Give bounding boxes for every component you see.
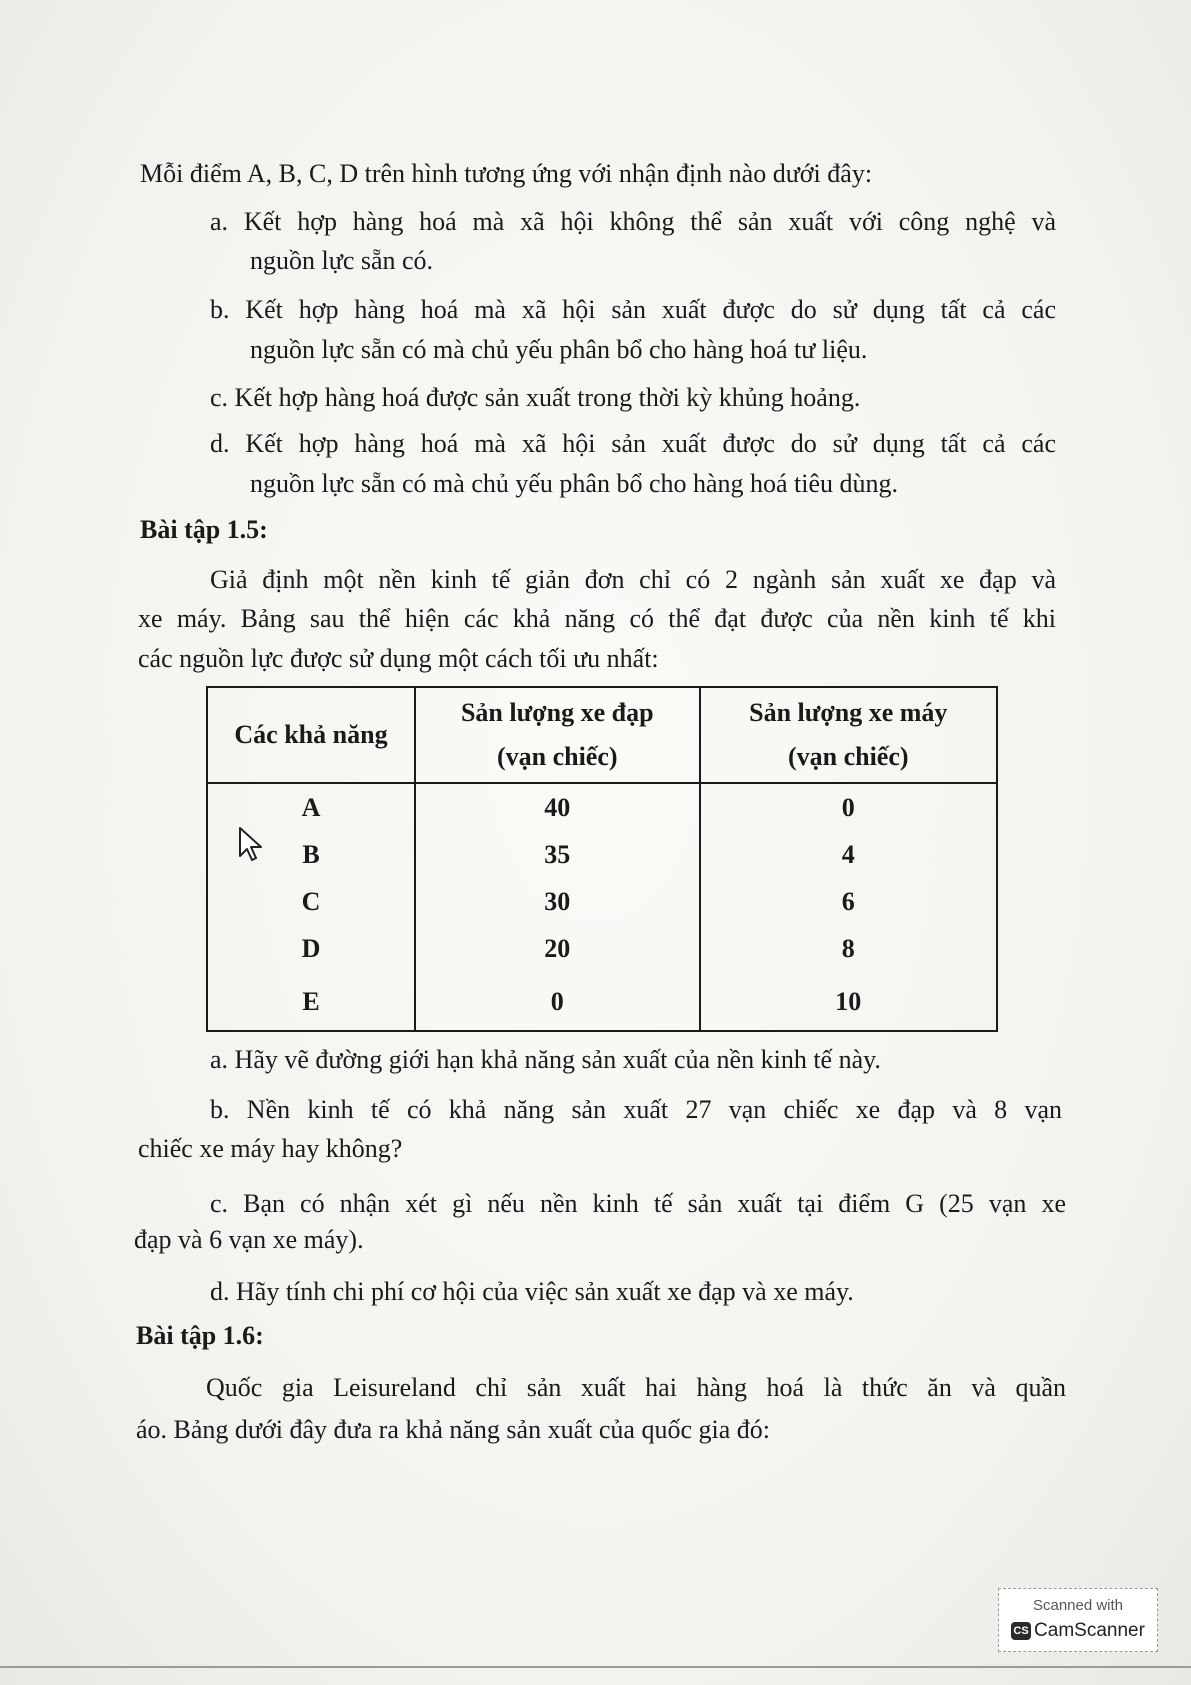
option-d-line1: d. Kết hợp hàng hoá mà xã hội sản xuất được do sử dụng tất cả các	[210, 429, 1056, 458]
ex15-para-line2: xe máy. Bảng sau thể hiện các khả năng có thể đạt được của nền kinh tế khi	[138, 604, 1056, 633]
header-possibilities: Các khả năng	[207, 687, 415, 783]
header-motorbike-output: Sản lượng xe máy (vạn chiếc)	[700, 687, 997, 783]
camscanner-logo-icon: CS	[1011, 1622, 1031, 1640]
moto-value: 8	[700, 925, 997, 972]
ex15-question-d: d. Hãy tính chi phí cơ hội của việc sản xuất xe đạp và xe máy.	[210, 1277, 854, 1306]
ex15-question-b-line1: b. Nền kinh tế có khả năng sản xuất 27 vạn chiếc xe đạp và 8 vạn	[210, 1095, 1062, 1124]
ex16-para-line2: áo. Bảng dưới đây đưa ra khả năng sản xuất của quốc gia đó:	[136, 1415, 770, 1444]
exercise-1-5-title: Bài tập 1.5:	[140, 515, 268, 544]
table-row	[207, 972, 997, 1031]
table-row	[207, 878, 997, 925]
bike-value: 0	[415, 972, 700, 1031]
page-bottom-divider	[0, 1666, 1191, 1668]
ex15-para-line1: Giả định một nền kinh tế giản đơn chỉ có 2 ngành sản xuất xe đạp và	[210, 565, 1056, 594]
ex15-question-c-line2: đạp và 6 vạn xe máy).	[134, 1225, 364, 1254]
camscanner-watermark	[998, 1588, 1158, 1652]
bike-value: 20	[415, 925, 700, 972]
ex15-question-b-line2: chiếc xe máy hay không?	[138, 1134, 403, 1163]
moto-value: 6	[700, 878, 997, 925]
intro-question: Mỗi điểm A, B, C, D trên hình tương ứng với nhận định nào dưới đây:	[140, 159, 873, 188]
row-label: E	[207, 972, 415, 1031]
watermark-line2	[999, 1619, 1157, 1643]
table-row	[207, 783, 997, 831]
ex15-question-a: a. Hãy vẽ đường giới hạn khả năng sản xuất của nền kinh tế này.	[210, 1045, 881, 1074]
option-d-line2: nguồn lực sẵn có mà chủ yếu phân bổ cho hàng hoá tiêu dùng.	[250, 469, 899, 498]
row-label: D	[207, 925, 415, 972]
header-bicycle-output: Sản lượng xe đạp (vạn chiếc)	[415, 687, 700, 783]
ex16-para-line1: Quốc gia Leisureland chỉ sản xuất hai hàng hoá là thức ăn và quần	[206, 1373, 1066, 1402]
moto-value: 0	[700, 783, 997, 831]
moto-value: 10	[700, 972, 997, 1031]
table-row	[207, 925, 997, 972]
ex15-question-c-line1: c. Bạn có nhận xét gì nếu nền kinh tế sản xuất tại điểm G (25 vạn xe	[210, 1189, 1066, 1218]
row-label: C	[207, 878, 415, 925]
bike-value: 40	[415, 783, 700, 831]
option-b-line2: nguồn lực sẵn có mà chủ yếu phân bổ cho hàng hoá tư liệu.	[250, 335, 868, 364]
row-label: A	[207, 783, 415, 831]
option-c-line1: c. Kết hợp hàng hoá được sản xuất trong thời kỳ khủng hoảng.	[210, 383, 861, 412]
option-b-line1: b. Kết hợp hàng hoá mà xã hội sản xuất được do sử dụng tất cả các	[210, 295, 1056, 324]
mouse-pointer-icon	[238, 826, 268, 864]
table-row	[207, 831, 997, 878]
bike-value: 35	[415, 831, 700, 878]
option-a-line1: a. Kết hợp hàng hoá mà xã hội không thể sản xuất với công nghệ và	[210, 207, 1056, 236]
moto-value: 4	[700, 831, 997, 878]
watermark-line1: Scanned with	[1032, 1597, 1124, 1614]
option-a-line2: nguồn lực sẵn có.	[250, 246, 434, 275]
table-header-row	[207, 687, 997, 783]
production-possibilities-table	[206, 686, 998, 1032]
exercise-1-6-title: Bài tập 1.6:	[136, 1321, 264, 1350]
bike-value: 30	[415, 878, 700, 925]
watermark-brand: CamScanner	[1034, 1620, 1145, 1641]
ex15-para-line3: các nguồn lực được sử dụng một cách tối ưu nhất:	[138, 644, 659, 673]
row-label: B	[207, 831, 415, 878]
